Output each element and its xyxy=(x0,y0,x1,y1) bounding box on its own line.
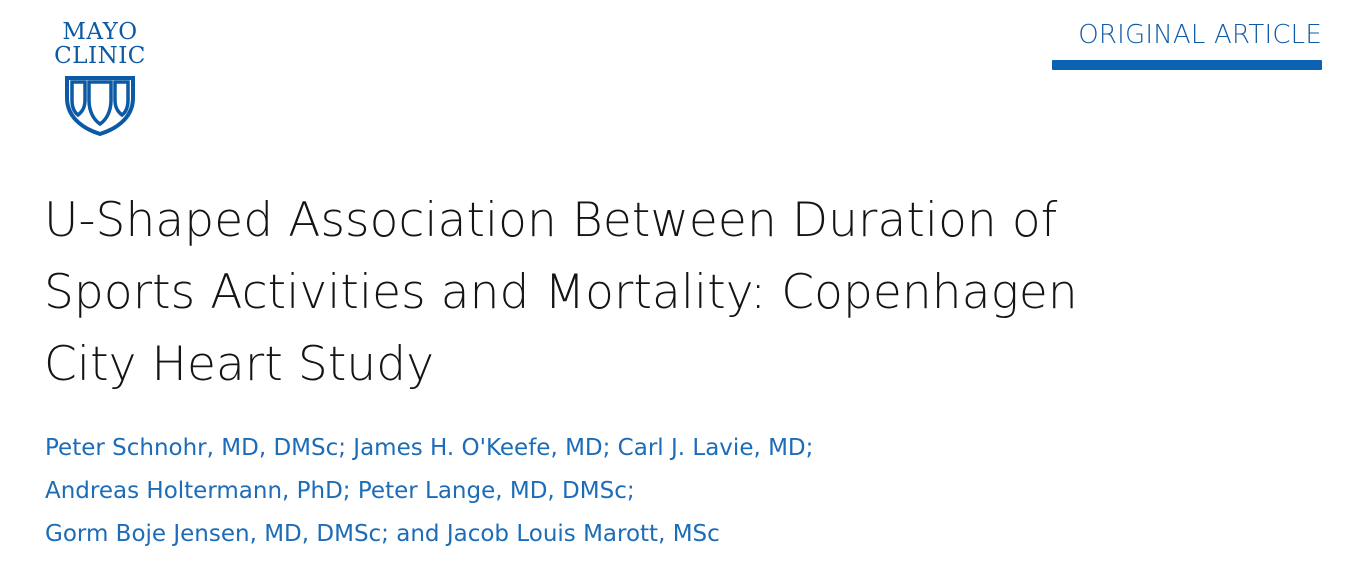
article-type xyxy=(1052,18,1322,70)
logo-word-mayo: MAYO xyxy=(62,19,138,45)
article-title xyxy=(44,185,1124,401)
article-type-underline xyxy=(1052,60,1322,70)
author-list xyxy=(45,427,1145,556)
author-line-2: Andreas Holtermann, PhD; Peter Lange, MD, DMSc; xyxy=(45,478,635,504)
mayo-clinic-logo xyxy=(40,20,160,136)
author-line-1: Peter Schnohr, MD, DMSc; James H. O'Keefe, MD; Carl J. Lavie, MD; xyxy=(45,435,814,461)
logo-word-clinic: CLINIC xyxy=(54,43,146,69)
three-shields-icon xyxy=(63,74,137,136)
title-line-2: Sports Activities and Mortality: Copenhagen xyxy=(44,265,1078,320)
title-line-3: City Heart Study xyxy=(44,337,435,392)
author-line-3: Gorm Boje Jensen, MD, DMSc; and Jacob Louis Marott, MSc xyxy=(45,521,720,547)
title-line-1: U-Shaped Association Between Duration of xyxy=(44,193,1058,248)
article-type-label: ORIGINAL ARTICLE xyxy=(1078,20,1322,50)
